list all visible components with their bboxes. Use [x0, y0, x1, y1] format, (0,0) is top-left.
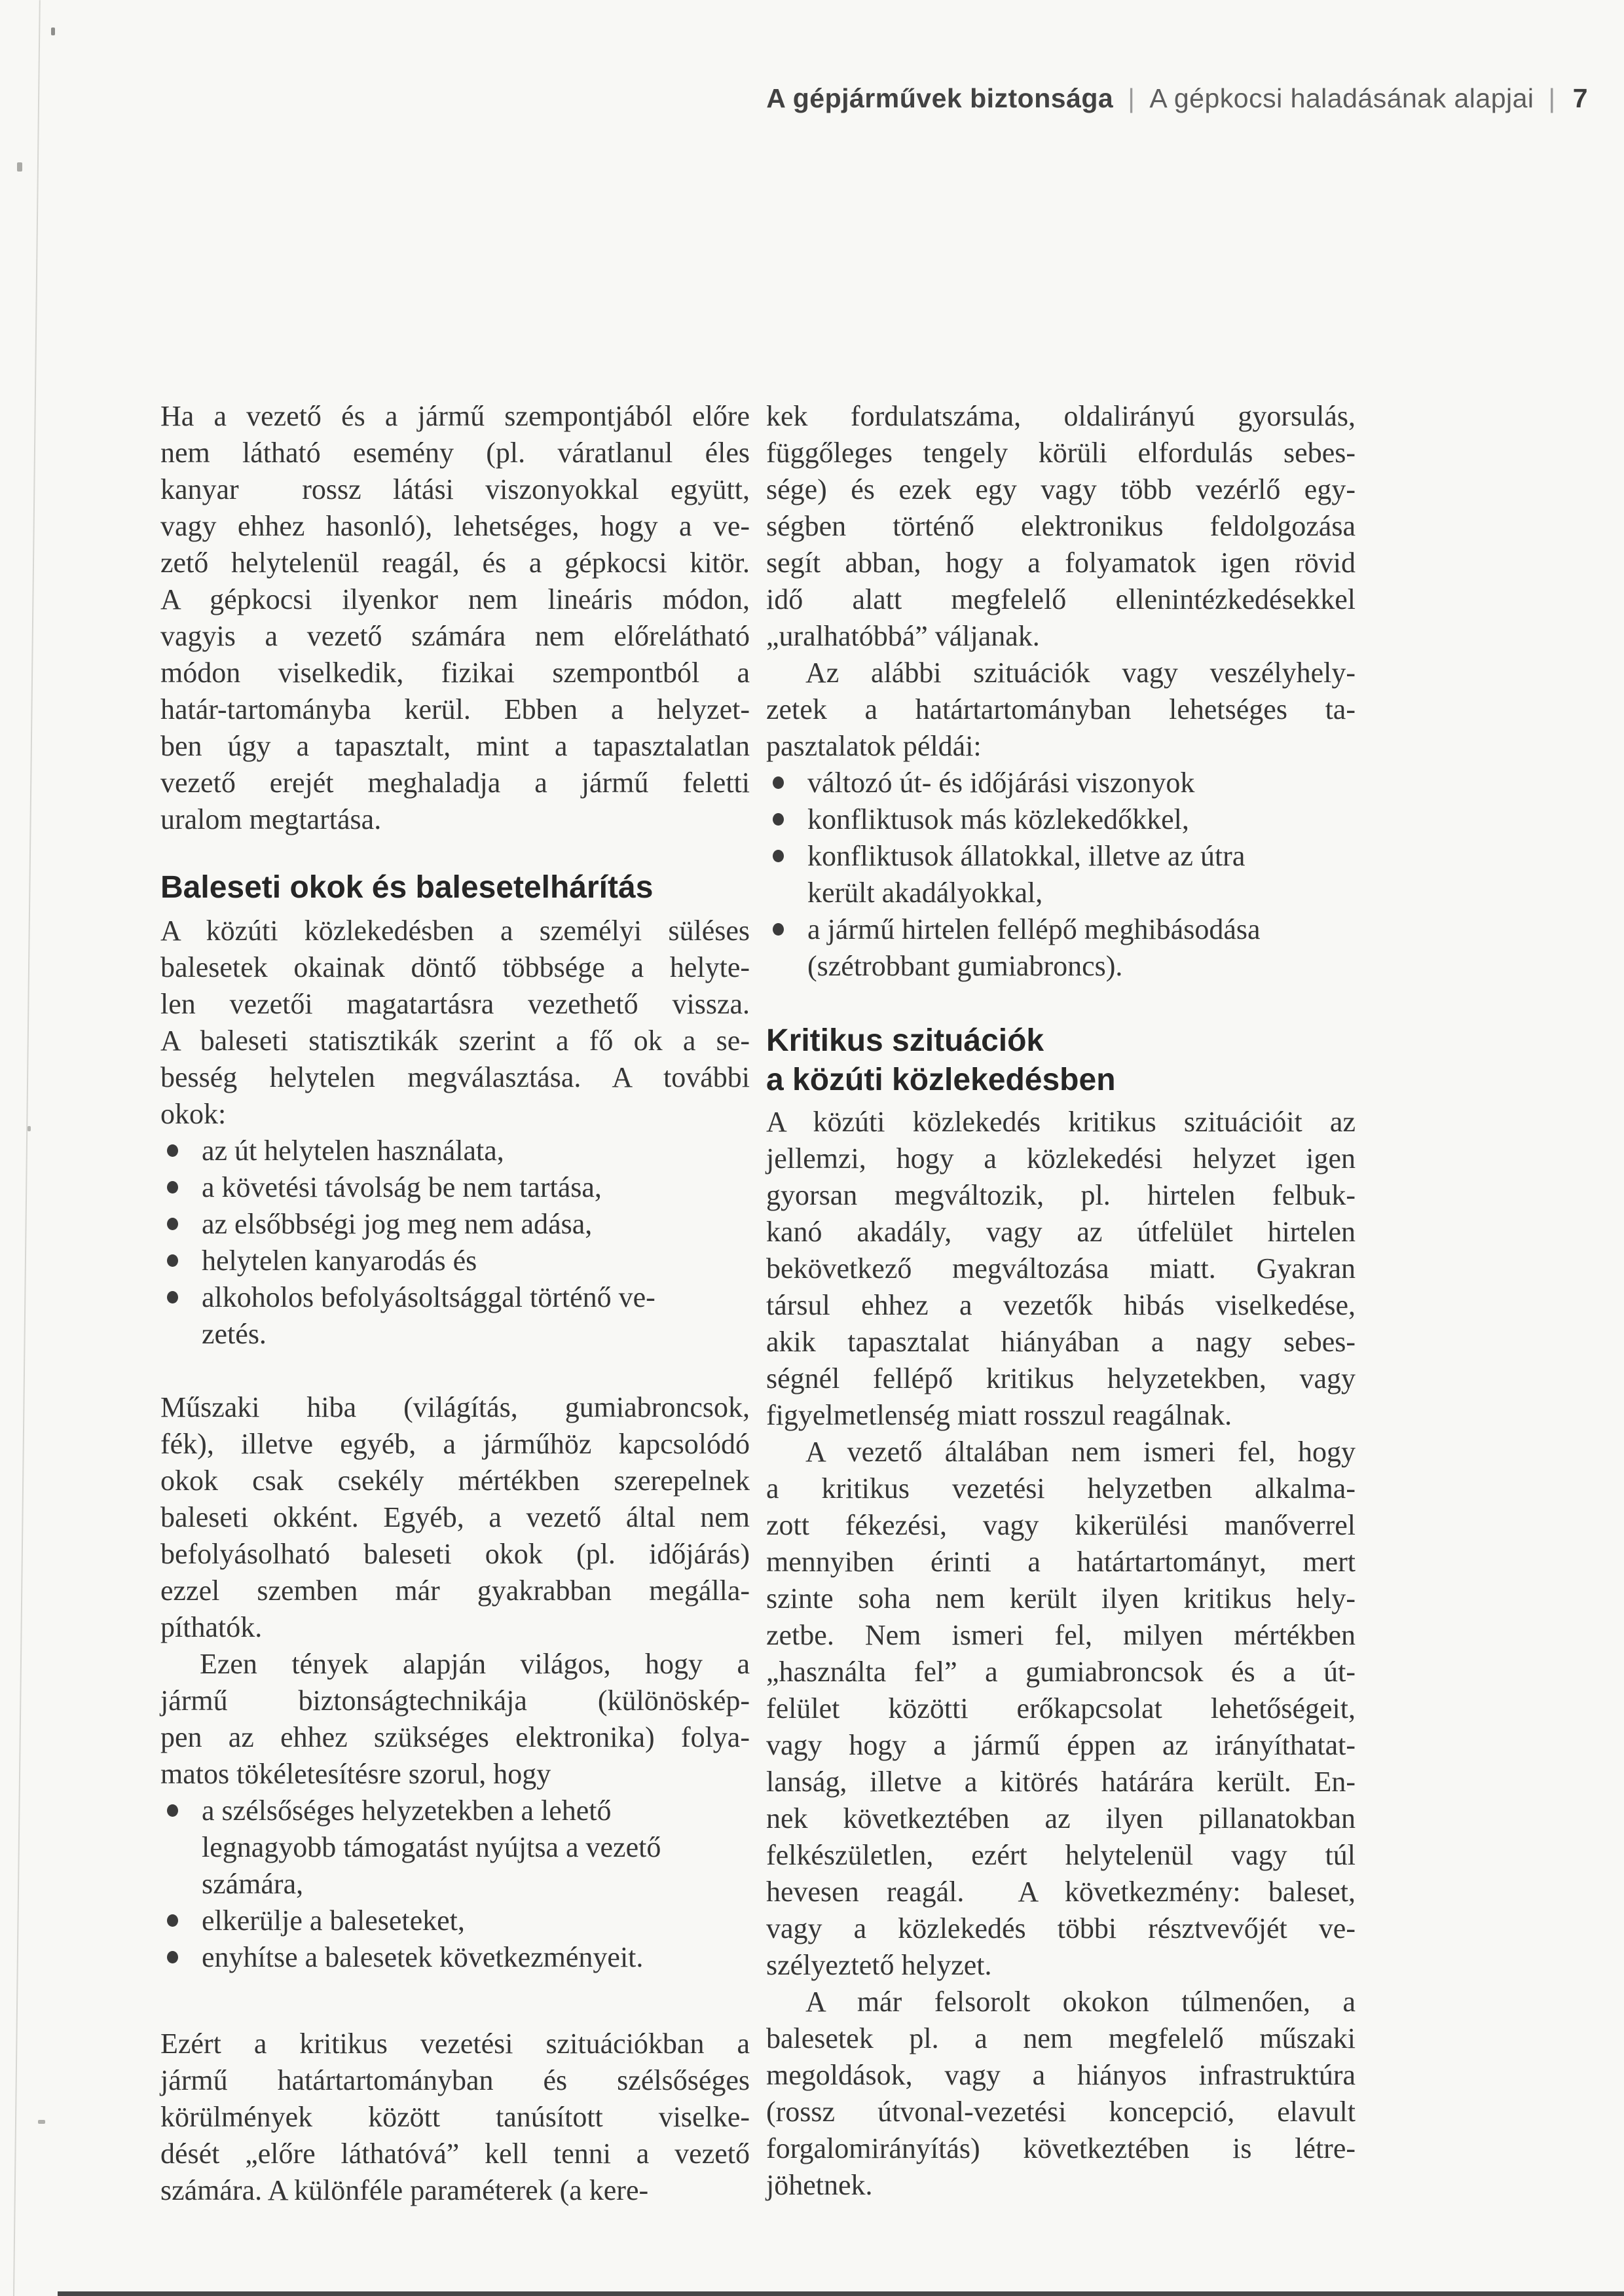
- text-line: jellemzi, hogy a közlekedési helyzet igen: [766, 1142, 1356, 1175]
- text-line: jármű határtartományban és szélsőséges: [160, 2064, 750, 2096]
- text-line: nem látható esemény (pl. váratlanul éles: [160, 437, 750, 469]
- text-line: uralom megtartása.: [160, 803, 382, 835]
- header-separator-icon: |: [1128, 83, 1135, 113]
- scan-speck: [51, 27, 55, 35]
- text-line: bekövetkező megváltozása miatt. Gyakran: [766, 1252, 1356, 1285]
- text-line: segít abban, hogy a folyamatok igen rövid: [766, 547, 1356, 579]
- text-line: nek következtében az ilyen pillanatokban: [766, 1802, 1356, 1834]
- text-line: befolyásolható baleseti okok (pl. időjárás): [160, 1538, 750, 1570]
- text-line: ben úgy a tapasztalt, mint a tapasztalatlan: [160, 730, 750, 762]
- text-line: zetek a határtartományban lehetséges ta-: [766, 693, 1356, 725]
- bullet-item: [160, 1793, 750, 1903]
- text-line: len vezetői magatartásra vezethető vissza.: [160, 988, 750, 1020]
- paragraph: [160, 398, 750, 838]
- text-line: ségben történő elektronikus feldolgozása: [766, 510, 1356, 542]
- bullet-text: [202, 1903, 465, 1939]
- text-line: konfliktusok állatokkal, illetve az útra: [807, 840, 1246, 872]
- bullet-list: [766, 765, 1356, 985]
- text-line: Ezen tények alapján világos, hogy a: [200, 1648, 750, 1680]
- text-line: A vezető általában nem ismeri fel, hogy: [805, 1436, 1356, 1468]
- text-line: hevesen reagál. A következmény: baleset,: [766, 1876, 1356, 1908]
- text-line: vagy ehhez hasonló), lehetséges, hogy a ve-: [160, 510, 750, 542]
- text-line: vagy a közlekedés többi résztvevőjét ve-: [766, 1912, 1356, 1944]
- paragraph: [766, 1104, 1356, 1434]
- bullet-item: [766, 911, 1356, 985]
- bullet-dot-icon: [773, 776, 784, 789]
- text-line: „használta fel” a gumiabroncsok és a út-: [766, 1656, 1356, 1688]
- bullet-dot-icon: [773, 813, 784, 826]
- text-line: balesetek okainak döntő többsége a helyte-: [160, 951, 750, 983]
- section-heading: [766, 1021, 1356, 1100]
- text-line: A baleseti statisztikák szerint a fő ok a se-: [160, 1025, 750, 1057]
- text-line: píthatók.: [160, 1611, 263, 1643]
- text-line: forgalomirányítás) következtében is létre-: [766, 2132, 1356, 2164]
- text-line: legnagyobb támogatást nyújtsa a vezető: [202, 1831, 661, 1863]
- bullet-dot-icon: [167, 1291, 178, 1303]
- bullet-text: [202, 1133, 504, 1169]
- text-column-left: [160, 398, 750, 2209]
- text-line: elkerülje a baleseteket,: [202, 1904, 465, 1937]
- text-line: jöhetnek.: [766, 2169, 873, 2201]
- text-line: alkoholos befolyásoltsággal történő ve-: [202, 1281, 655, 1313]
- bullet-item: [160, 1206, 750, 1243]
- text-line: figyelmetlenség miatt rosszul reagálnak.: [766, 1399, 1232, 1431]
- text-line: zott fékezési, vagy kikerülési manőverrel: [766, 1509, 1356, 1541]
- text-line: helytelen kanyarodás és: [202, 1245, 477, 1277]
- text-line: ezzel szemben már gyakrabban megálla-: [160, 1575, 750, 1607]
- text-line: baleseti okként. Egyéb, a vezető által nem: [160, 1501, 750, 1533]
- page-number: 7: [1572, 83, 1588, 113]
- text-line: módon viselkedik, fizikai szempontból a: [160, 657, 750, 689]
- heading-line: a közúti közlekedésben: [766, 1063, 1116, 1097]
- chapter-title: A gépkocsi haladásának alapjai: [1149, 83, 1534, 113]
- bullet-item: [160, 1243, 750, 1279]
- text-line: kanó akadály, vagy az útfelület hirtelen: [766, 1216, 1356, 1248]
- bullet-item: [766, 801, 1356, 838]
- text-line: Az alábbi szituációk vagy veszélyhely-: [805, 657, 1356, 689]
- text-line: jármű biztonságtechnikája (különöskép-: [160, 1685, 750, 1717]
- text-line: megoldások, vagy a hiányos infrastruktúra: [766, 2059, 1356, 2091]
- paragraph: [766, 655, 1356, 765]
- scan-speck: [38, 2120, 45, 2124]
- text-line: dését „előre láthatóvá” kell tenni a vezető: [160, 2138, 750, 2170]
- paragraph: [766, 1434, 1356, 1984]
- page-header: [766, 83, 1588, 114]
- text-line: zető helytelenül reagál, és a gépkocsi kitör.: [160, 547, 750, 579]
- text-line: vezető erejét meghaladja a jármű feletti: [160, 767, 750, 799]
- text-line: okok csak csekély mértékben szerepelnek: [160, 1465, 750, 1497]
- paragraph: [766, 398, 1356, 655]
- text-line: számára,: [202, 1868, 304, 1900]
- text-line: Ha a vezető és a jármű szempontjából előre: [160, 400, 750, 432]
- text-line: A közúti közlekedés kritikus szituációit az: [766, 1106, 1356, 1138]
- bullet-text: [202, 1169, 602, 1206]
- paragraph: [160, 1389, 750, 1646]
- text-line: számára. A különféle paraméterek (a kere-: [160, 2174, 649, 2206]
- bullet-text: [202, 1243, 477, 1279]
- scan-edge-bottom-artifact: [58, 2291, 1624, 2296]
- bullet-dot-icon: [167, 1804, 178, 1817]
- text-line: balesetek pl. a nem megfelelő műszaki: [766, 2022, 1356, 2054]
- text-line: határ-tartományba kerül. Ebben a helyzet-: [160, 693, 750, 725]
- text-line: akik tapasztalat hiányában a nagy sebes-: [766, 1326, 1356, 1358]
- text-line: az elsőbbségi jog meg nem adása,: [202, 1208, 593, 1240]
- scan-line-left-artifact: [13, 0, 41, 2296]
- text-line: szinte soha nem került ilyen kritikus hely-: [766, 1582, 1356, 1614]
- text-line: változó út- és időjárási viszonyok: [807, 767, 1195, 799]
- text-line: idő alatt megfelelő ellenintézkedésekkel: [766, 583, 1356, 615]
- text-line: fék), illetve egyéb, a járműhöz kapcsolódó: [160, 1428, 750, 1460]
- text-line: kanyar rossz látási viszonyokkal együtt,: [160, 473, 750, 505]
- text-line: Ezért a kritikus vezetési szituációkban a: [160, 2028, 750, 2060]
- heading-line: Kritikus szituációk: [766, 1023, 1044, 1058]
- text-line: sége) és ezek egy vagy több vezérlő egy-: [766, 473, 1356, 505]
- text-line: szélyeztető helyzet.: [766, 1949, 992, 1981]
- book-title: A gépjárművek biztonsága: [766, 83, 1114, 113]
- scan-speck: [17, 162, 22, 172]
- text-line: A közúti közlekedésben a személyi süléses: [160, 915, 750, 947]
- bullet-item: [160, 1903, 750, 1939]
- text-line: (szétrobbant gumiabroncs).: [807, 950, 1123, 982]
- section-heading: [160, 868, 750, 907]
- text-line: került akadályokkal,: [807, 877, 1043, 909]
- text-line: társul ehhez a vezetők hibás viselkedése,: [766, 1289, 1356, 1321]
- bullet-item: [160, 1133, 750, 1169]
- paragraph: [160, 1646, 750, 1793]
- bullet-dot-icon: [167, 1218, 178, 1230]
- bullet-dot-icon: [167, 1254, 178, 1267]
- text-line: zetbe. Nem ismeri fel, milyen mértékben: [766, 1619, 1356, 1651]
- bullet-text: [807, 765, 1194, 801]
- bullet-item: [160, 1939, 750, 1976]
- text-line: a követési távolság be nem tartása,: [202, 1171, 602, 1203]
- text-line: felkészületlen, ezért helytelenül vagy túl: [766, 1839, 1356, 1871]
- header-separator-icon: |: [1548, 83, 1556, 113]
- text-line: a szélsőséges helyzetekben a lehető: [202, 1795, 612, 1827]
- bullet-dot-icon: [773, 923, 784, 936]
- paragraph: [766, 1984, 1356, 2204]
- text-line: körülmények között tanúsított viselke-: [160, 2101, 750, 2133]
- text-line: okok:: [160, 1098, 227, 1130]
- bullet-text: [807, 838, 1245, 911]
- text-line: a kritikus vezetési helyzetben alkalma-: [766, 1472, 1356, 1504]
- text-line: függőleges tengely körüli elfordulás sebes-: [766, 437, 1356, 469]
- text-line: a jármű hirtelen fellépő meghibásodása: [807, 913, 1261, 945]
- text-line: pasztalatok példái:: [766, 730, 982, 762]
- bullet-dot-icon: [773, 850, 784, 862]
- text-line: felület közötti erőkapcsolat lehetőségeit,: [766, 1692, 1356, 1724]
- text-line: vagy hogy a jármű éppen az irányíthatat-: [766, 1729, 1356, 1761]
- text-line: A gépkocsi ilyenkor nem lineáris módon,: [160, 583, 750, 615]
- text-line: A már felsorolt okokon túlmenően, a: [805, 1986, 1356, 2018]
- text-column-right: [766, 398, 1356, 2204]
- bullet-text: [202, 1939, 643, 1976]
- bullet-text: [807, 911, 1261, 985]
- text-line: (rossz útvonal-vezetési koncepció, elavult: [766, 2096, 1356, 2128]
- paragraph: [160, 2026, 750, 2209]
- text-line: matos tökéletesítésre szorul, hogy: [160, 1758, 551, 1790]
- scan-speck: [28, 1126, 31, 1131]
- text-line: Műszaki hiba (világítás, gumiabroncsok,: [160, 1391, 750, 1423]
- text-line: az út helytelen használata,: [202, 1135, 504, 1167]
- bullet-list: [160, 1793, 750, 1976]
- bullet-item: [160, 1169, 750, 1206]
- bullet-item: [160, 1279, 750, 1353]
- text-line: konfliktusok más közlekedőkkel,: [807, 803, 1189, 835]
- text-line: gyorsan megváltozik, pl. hirtelen felbuk-: [766, 1179, 1356, 1211]
- text-line: kek fordulatszáma, oldalirányú gyorsulás,: [766, 400, 1356, 432]
- text-line: vagyis a vezető számára nem előrelátható: [160, 620, 750, 652]
- bullet-dot-icon: [167, 1144, 178, 1157]
- bullet-text: [807, 801, 1189, 838]
- bullet-text: [202, 1279, 655, 1353]
- bullet-dot-icon: [167, 1914, 178, 1927]
- bullet-item: [766, 765, 1356, 801]
- bullet-list: [160, 1133, 750, 1353]
- bullet-dot-icon: [167, 1181, 178, 1194]
- heading-line: Baleseti okok és balesetelhárítás: [160, 870, 654, 905]
- bullet-text: [202, 1793, 661, 1903]
- text-line: lanság, illetve a kitörés határára került. En-: [766, 1766, 1356, 1798]
- text-line: ségnél fellépő kritikus helyzetekben, vagy: [766, 1362, 1356, 1394]
- text-line: „uralhatóbbá” váljanak.: [766, 620, 1040, 652]
- bullet-dot-icon: [167, 1951, 178, 1963]
- text-line: enyhítse a balesetek következményeit.: [202, 1941, 644, 1973]
- text-line: besség helytelen megválasztása. A további: [160, 1061, 750, 1093]
- text-line: pen az ehhez szükséges elektronika) folya-: [160, 1721, 750, 1753]
- text-line: zetés.: [202, 1318, 267, 1350]
- bullet-item: [766, 838, 1356, 911]
- bullet-text: [202, 1206, 592, 1243]
- text-line: mennyiben érinti a határtartományt, mert: [766, 1546, 1356, 1578]
- paragraph: [160, 913, 750, 1133]
